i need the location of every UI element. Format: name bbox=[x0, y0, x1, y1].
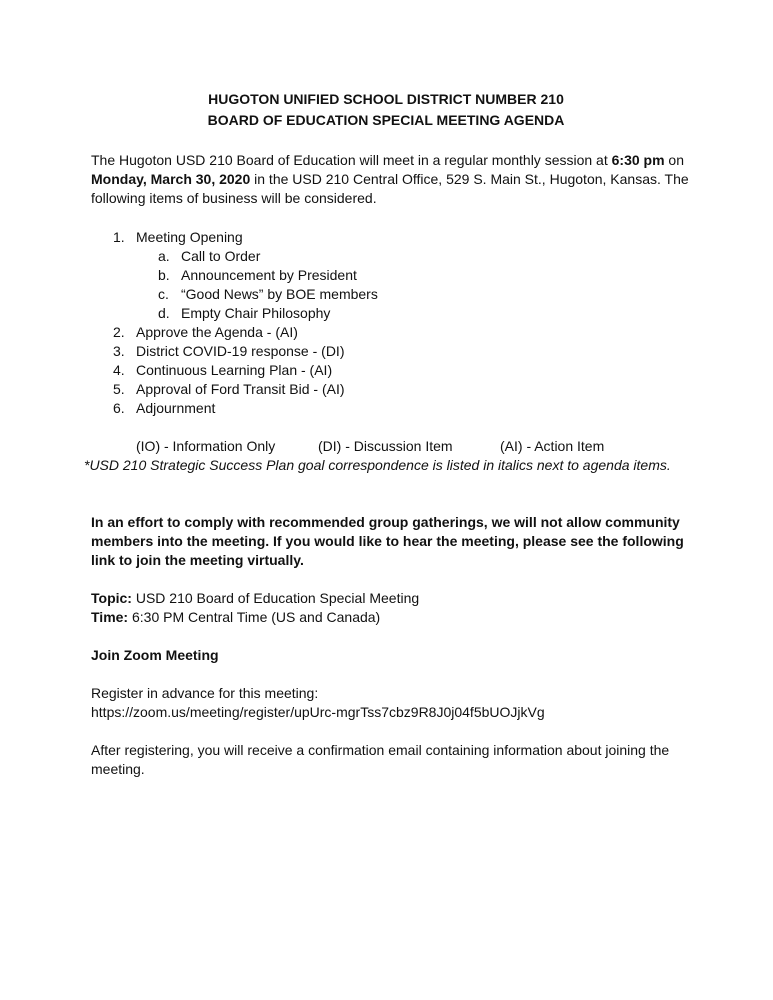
agenda-item bbox=[91, 323, 691, 342]
agenda-subitem-label: Empty Chair Philosophy bbox=[181, 305, 331, 321]
agenda-list bbox=[91, 228, 691, 418]
agenda-item-number: 1. bbox=[113, 229, 125, 245]
legend-information-only: (IO) - Information Only bbox=[136, 438, 276, 454]
agenda-item-number: 3. bbox=[113, 343, 125, 359]
agenda-subitem bbox=[91, 247, 691, 266]
zoom-time-line bbox=[91, 608, 691, 627]
agenda-item-number: 4. bbox=[113, 362, 125, 378]
agenda-item bbox=[91, 361, 691, 380]
agenda-item-label: District COVID-19 response - (DI) bbox=[136, 343, 345, 359]
join-zoom-heading: Join Zoom Meeting bbox=[91, 647, 219, 663]
zoom-topic-value: USD 210 Board of Education Special Meeting bbox=[131, 590, 420, 606]
intro-text-2: on bbox=[664, 152, 685, 168]
intro-text-3: in the USD 210 Central Office, 529 S. Main St., Hugoton, Kansas. The following items of business will be considered. bbox=[91, 171, 689, 206]
legend-discussion-item: (DI) - Discussion Item bbox=[318, 438, 453, 454]
agenda-item-label: Continuous Learning Plan - (AI) bbox=[136, 362, 333, 378]
agenda-subitem-label: Announcement by President bbox=[181, 267, 357, 283]
zoom-topic-line bbox=[91, 589, 691, 608]
agenda-subitem bbox=[91, 266, 691, 285]
legend-action-item: (AI) - Action Item bbox=[500, 438, 605, 454]
register-link[interactable]: https://zoom.us/meeting/register/upUrc-mgrTss7cbz9R8J0j04f5bUOJjkVg bbox=[91, 704, 545, 720]
agenda-item-number: 5. bbox=[113, 381, 125, 397]
agenda-subitem-label: Call to Order bbox=[181, 248, 261, 264]
strategic-plan-note: *USD 210 Strategic Success Plan goal correspondence is listed in italics next to agenda items. bbox=[84, 457, 671, 473]
title-line-district: HUGOTON UNIFIED SCHOOL DISTRICT NUMBER 210 bbox=[208, 91, 564, 107]
agenda-item bbox=[91, 380, 691, 399]
intro-paragraph bbox=[91, 151, 691, 208]
agenda-item bbox=[91, 342, 691, 361]
zoom-details bbox=[91, 589, 691, 627]
meeting-time: 6:30 pm bbox=[611, 152, 665, 168]
agenda-subitem-label: “Good News” by BOE members bbox=[181, 286, 378, 302]
zoom-time-value: 6:30 PM Central Time (US and Canada) bbox=[128, 609, 381, 625]
agenda-item bbox=[91, 228, 691, 247]
after-registering-text: After registering, you will receive a confirmation email containing information about joining the meeting. bbox=[91, 742, 670, 777]
agenda-item-number: 2. bbox=[113, 324, 125, 340]
register-text: Register in advance for this meeting: bbox=[91, 685, 319, 701]
agenda-subitem bbox=[91, 304, 691, 323]
meeting-date: Monday, March 30, 2020 bbox=[91, 171, 251, 187]
agenda-subitem-letter: b. bbox=[158, 267, 170, 283]
agenda-item-number: 6. bbox=[113, 400, 125, 416]
agenda-subitem-letter: d. bbox=[158, 305, 170, 321]
agenda-item-label: Approve the Agenda - (AI) bbox=[136, 324, 298, 340]
agenda-item-label: Adjournment bbox=[136, 400, 216, 416]
zoom-time-label: Time: bbox=[91, 609, 129, 625]
agenda-document bbox=[84, 89, 691, 779]
agenda-subitem bbox=[91, 285, 691, 304]
agenda-item-label: Meeting Opening bbox=[136, 229, 243, 245]
document-title bbox=[81, 89, 691, 131]
agenda-item-label: Approval of Ford Transit Bid - (AI) bbox=[136, 381, 345, 397]
agenda-subitem-letter: a. bbox=[158, 248, 170, 264]
registration-block bbox=[91, 684, 691, 722]
agenda-subitem-letter: c. bbox=[158, 286, 169, 302]
zoom-topic-label: Topic: bbox=[91, 590, 132, 606]
item-type-legend bbox=[91, 437, 691, 456]
agenda-item bbox=[91, 399, 691, 418]
title-line-agenda: BOARD OF EDUCATION SPECIAL MEETING AGENDA bbox=[207, 112, 565, 128]
virtual-meeting-notice: In an effort to comply with recommended group gatherings, we will not allow community members into the meeting. If you would like to hear the meeting, please see the following link to join the meeting virtually. bbox=[91, 514, 684, 568]
intro-text-1: The Hugoton USD 210 Board of Education will meet in a regular monthly session at bbox=[91, 152, 612, 168]
